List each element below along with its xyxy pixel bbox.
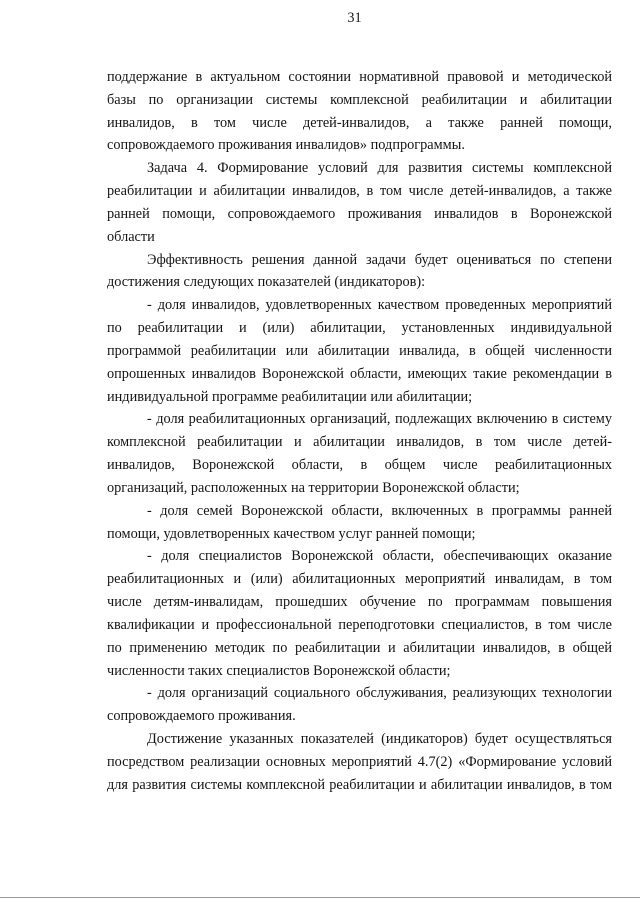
text-line: организаций, расположенных на территории Воронежской области; bbox=[107, 479, 520, 496]
paragraph bbox=[107, 249, 612, 295]
text-line: поддержание в актуальном состоянии нормативной правовой и методической bbox=[107, 69, 612, 85]
list-item bbox=[107, 500, 612, 546]
text-line: Достижение указанных показателей (индикаторов) будет осуществляться bbox=[147, 731, 612, 748]
text-line: квалификации и профессиональной переподготовки специалистов, в том числе bbox=[107, 616, 612, 633]
text-line: сопровождаемого проживания. bbox=[107, 708, 296, 725]
list-item bbox=[107, 408, 612, 499]
paragraph bbox=[107, 728, 612, 796]
page-number: 31 bbox=[347, 10, 362, 26]
paragraph bbox=[107, 66, 612, 157]
text-line: реабилитационных и (или) абилитационных мероприятий инвалидам, в том bbox=[107, 571, 612, 588]
text-line: опрошенных инвалидов Воронежской области, имеющих такие рекомендации в bbox=[107, 365, 612, 382]
text-line: посредством реализации основных мероприятий 4.7(2) «Формирование условий bbox=[107, 753, 612, 770]
text-line: по реабилитации и (или) абилитации, установленных индивидуальной bbox=[107, 320, 612, 337]
text-line: реабилитации и абилитации инвалидов, в том числе детей-инвалидов, а также bbox=[107, 183, 612, 200]
text-line: числе детям-инвалидам, прошедших обучение по программам повышения bbox=[107, 594, 612, 611]
text-line: - доля инвалидов, удовлетворенных качеством проведенных мероприятий bbox=[147, 297, 612, 314]
text-line: по применению методик по реабилитации и абилитации инвалидов, в общей bbox=[107, 639, 612, 656]
text-line: сопровождаемого проживания инвалидов» подпрограммы. bbox=[107, 137, 465, 154]
paragraph bbox=[107, 157, 612, 248]
text-line: базы по организации системы комплексной реабилитации и абилитации bbox=[107, 91, 612, 108]
text-line: инвалидов, в том числе детей-инвалидов, а также ранней помощи, bbox=[107, 114, 612, 131]
text-line: программой реабилитации или абилитации инвалида, в общей численности bbox=[107, 342, 612, 359]
list-item bbox=[107, 682, 612, 728]
page-bottom-edge bbox=[0, 897, 640, 898]
text-line: помощи, удовлетворенных качеством услуг ранней помощи; bbox=[107, 525, 476, 542]
text-line: - доля семей Воронежской области, включенных в программы ранней bbox=[147, 502, 612, 519]
text-line: численности таких специалистов Воронежской области; bbox=[107, 662, 451, 679]
list-item bbox=[107, 294, 612, 408]
document-body bbox=[107, 66, 612, 797]
text-line: инвалидов, Воронежской области, в общем числе реабилитационных bbox=[107, 457, 612, 474]
text-line: индивидуальной программе реабилитации или абилитации; bbox=[107, 388, 473, 405]
text-line: Задача 4. Формирование условий для развития системы комплексной bbox=[147, 160, 612, 177]
text-line: области bbox=[107, 228, 155, 245]
text-line: Эффективность решения данной задачи будет оцениваться по степени bbox=[147, 251, 612, 268]
text-line: - доля реабилитационных организаций, подлежащих включению в систему bbox=[147, 411, 612, 428]
list-item bbox=[107, 545, 612, 682]
text-line: достижения следующих показателей (индикаторов): bbox=[107, 274, 426, 291]
text-line: - доля специалистов Воронежской области, обеспечивающих оказание bbox=[147, 548, 612, 565]
text-line: ранней помощи, сопровождаемого проживания инвалидов в Воронежской bbox=[107, 205, 612, 222]
text-line: - доля организаций социального обслуживания, реализующих технологии bbox=[147, 685, 612, 702]
text-line: комплексной реабилитации и абилитации инвалидов, в том числе детей- bbox=[107, 434, 612, 451]
text-line: для развития системы комплексной реабилитации и абилитации инвалидов, в том bbox=[107, 776, 612, 793]
